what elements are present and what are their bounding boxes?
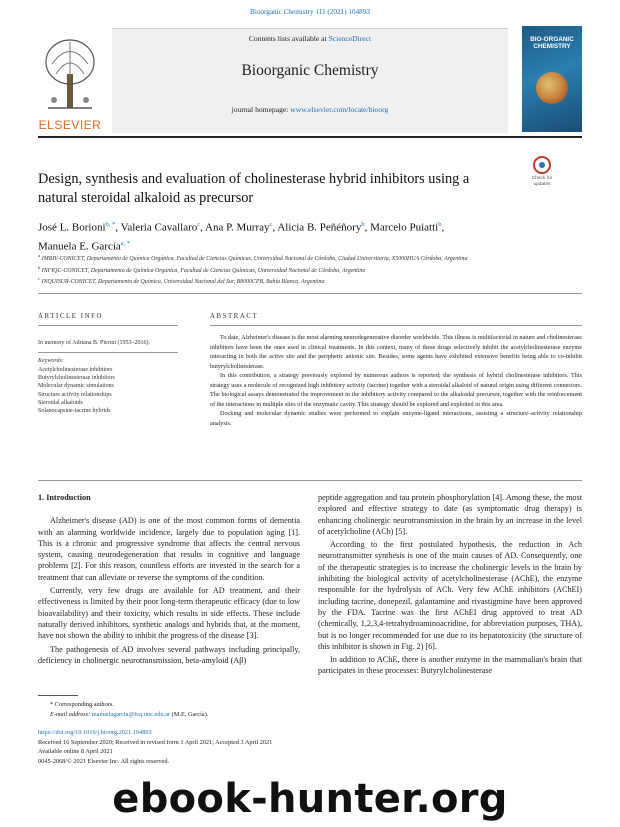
email-suffix: (M.E. García). [170,710,209,718]
article-footer [38,728,438,766]
elsevier-logo[interactable] [38,26,102,134]
body-paragraph: peptide aggregation and tau protein phosphorylation [4]. Among these, the most explored and effective strategy to date (as symptomatic drug therapy) is enhancing cholinergic neurotransmission in the brain by an increase in the level of acetylcholine (ACh) [5]. [318,493,582,536]
footnote-rule [38,695,78,696]
abstract-rule [210,325,582,326]
affiliation-text: INQUISUR-CONICET, Departamento de Química, Universidad Nacional del Sur, B8000CPB, Bahía Blanca, Argentina [41,279,325,286]
author-affiliation-marker[interactable]: b [361,221,365,228]
affiliation-key: a [38,253,41,258]
article-title: Design, synthesis and evaluation of cholinesterase hybrid inhibitors using a natural steroidal alkaloid as precursor [38,171,470,206]
abstract-heading: ABSTRACT [210,313,259,320]
doi-link[interactable]: https://doi.org/10.1016/j.bioorg.2021.104893 [38,729,152,736]
author-affiliation-marker[interactable]: b [438,221,442,228]
email-link[interactable]: manuelagarcia@fcq.unc.edu.ar [91,710,171,718]
abstract-paragraph: Docking and molecular dynamic studies were performed to explain enzyme-ligand interactions, assisting a structure–activity relationship analysis. [210,410,582,427]
affiliation-item [38,275,578,287]
contents-prefix: Contents lists available at [248,34,329,43]
cover-artwork [536,72,568,104]
author-affiliation-marker[interactable]: a, * [120,239,131,247]
introduction-heading: 1. Introduction [38,493,91,502]
online-date: Available online 8 April 2021 [38,748,113,756]
body-paragraph: Currently, very few drugs are available for AD treatment, and their effectiveness is limited by their poor long-term therapeutic efficacy (due to low bioavailability) and their toxicity, which results in side effects. These include naturally derived inhibitors, synthetic analogs and hybrids that, at the moment, have not shown the ability to inhibit the progress of the disease [3]. [38,586,300,641]
keyword-item: Acetylcholinesterase inhibitors [38,367,113,373]
article-info-rule [38,352,178,353]
author-name[interactable]: Valeria Cavallaro [120,221,198,234]
keyword-item: Structure activity relationships [38,391,112,398]
section-divider [38,293,582,294]
author-name[interactable]: Alicia B. Peñéñory [277,221,362,234]
cover-title-line1: BIO-ORGANIC [530,36,574,43]
article-info-rule [38,325,178,326]
affiliation-text: IMBIV-CONICET, Departamento de Química Orgánica, Facultad de Ciencias Químicas, Universidad Nacional de Córdoba, Ciudad Universitaria, X5000HUA Córdoba, Argentina [41,255,468,262]
body-paragraph: Alzheimer's disease (AD) is one of the most common forms of dementia with an alarming worldwide incidence, largely due to population aging [1]. This is a chronic and progressive syndrome that affects the central nervous system, causing neurodegeneration that results in cognitive and language problems [2]. For this reason, countless efforts are invested in the search for a treatment that can alleviate or reverse the symptoms of the condition. [38,516,300,582]
keywords-title: Keywords: [38,358,64,364]
keywords-list [38,366,188,415]
tree-icon [42,34,98,112]
abstract-paragraph: To date, Alzheimer's disease is the most alarming neurodegenerative disorder worldwide. This illness is multifactorial in nature and cholinesterase inhibitors have been the ones used in clinical treatments. In this context, many of these drugs selectively inhibit the acetylcholinesterase enzyme interacting in both the active site and the peripheric anionic site. Besides, some agents have exhibited extensive benefits being able to co-inhibit butyrylcholinesterase. [210,334,582,370]
affiliation-key: c [38,276,40,282]
author-list: José L. Borioni$^{b, *}$, Valeria Cavallaro$^c$, Ana P. Murray$^c$, Alicia B. Peñéñory$^b$, Marcelo Puiatti$^b$, Manuela E. García$^{a, *}$ [38,221,445,253]
author-affiliation-marker[interactable]: c [197,221,201,228]
abstract-paragraph: In this contribution, a strategy previously explored by numerous authors is reported; the synthesis of hybrid cholinesterase inhibitors. This strategy uses a molecule of recognized high inhibitory activity (tacrine) together with a steroidal alkaloid of natural origin using different connectors. The biological assays demonstrated the improvement in the inhibitory activity compared to the alkaloidal precursor, together with the reinforcement of the interactions in multiple sites of the enzymatic cavity. This strategy should be explored and exploited in this area. [210,372,582,408]
body-paragraph: In addition to AChE, there is another enzyme in the mammalian's brain that participates in these processes: Butyrylcholinesterase [318,655,582,676]
journal-cover-image[interactable] [522,26,582,132]
body-column-right [318,492,582,679]
header-rule [38,136,582,138]
keyword-item: Steroidal alkaloids [38,399,83,406]
affiliation-list [38,252,578,287]
journal-header [38,26,582,134]
author-name[interactable]: José L. Borioni [38,221,106,234]
journal-citation-link[interactable]: Bioorganic Chemistry 111 (2021) 104893 [250,8,370,16]
received-dates: Received 16 September 2020; Received in revised form 1 April 2021; Accepted 3 April 2021 [38,738,273,746]
check-updates-icon [533,156,551,174]
footnotes [38,700,438,719]
keyword-item: Solanocapsine-tacrine hybrids [38,408,111,415]
body-paragraph: According to the first postulated hypothesis, the reduction in Ach neurotransmitter synthesis is one of the main causes of AD. Consequently, one of the therapeutic strategies is to increase the cholinergic levels in the brain by inhibiting the biological activity of acetylcholinesterase (AChE), the enzyme responsible for the hydrolysis of ACh. Very few AChE inhibitors (AChEI) including tacrine, donepezil, galantamine and rivastigmine have been approved by the FDA. Tacrine was the first AChEI drug approved to treat AD (chemically, 1,2,3,4-tetrahydroaminoacridine, for abbreviation purposes, THA), but is no longer recommended for use due to its hepatotoxicity (the structure of this inhibitor is shown in Fig. 2) [6]. [318,540,582,651]
abstract-body [210,333,582,428]
sciencedirect-link[interactable]: ScienceDirect [328,34,372,43]
email-label: E-mail address: [50,710,92,718]
homepage-link[interactable]: www.elsevier.com/locate/bioorg [290,105,389,114]
affiliation-key: b [38,264,41,270]
keyword-item: Butyrylcholinesterase inhibitors [38,375,115,382]
copyright-notice: 0045-2068/© 2021 Elsevier Inc. All rights reserved. [38,757,170,765]
homepage-line [112,105,508,114]
author-name[interactable]: Marcelo Puiatti [370,221,439,234]
affiliation-item [38,264,578,276]
check-updates-label [527,176,557,187]
homepage-prefix: journal homepage: [231,105,291,114]
article-info-heading: ARTICLE INFO [38,313,104,320]
author-affiliation-marker[interactable]: b, * [105,221,116,228]
keyword-item: Molecular dynamic simulations [38,383,114,390]
corresponding-note: * Corresponding authors. [50,701,114,708]
author-affiliation-marker[interactable]: c [269,221,273,228]
journal-title: Bioorganic Chemistry [241,62,379,79]
affiliation-text: INFIQC-CONICET, Departamento de Química Orgánica, Facultad de Ciencias Químicas, Universidad Nacional de Córdoba, Argentina [41,267,366,274]
dedication-note: In memory of Adriana B. Pierini (1953–2016). [38,340,150,346]
email-note [38,710,438,720]
publisher-name: ELSEVIER [38,118,102,132]
section-divider [38,480,582,481]
check-updates-line2: updates [533,181,551,187]
author-name[interactable]: Ana P. Murray [205,221,270,234]
body-column-left [38,492,300,668]
cover-title-line2: CHEMISTRY [533,43,571,50]
contents-line [112,34,508,43]
author-name[interactable]: Manuela E. García [38,240,121,253]
affiliation-item [38,252,578,264]
body-paragraph: The pathogenesis of AD involves several pathways including principally, deficiency in cholinergic neurotransmission, beta-amyloid (Aβ) [38,644,300,665]
journal-banner [112,28,508,133]
check-updates-line1: Check for [531,176,553,181]
cover-title [522,36,582,50]
watermark-text: ebook-hunter.org [112,776,508,822]
check-for-updates-button[interactable] [527,154,557,190]
